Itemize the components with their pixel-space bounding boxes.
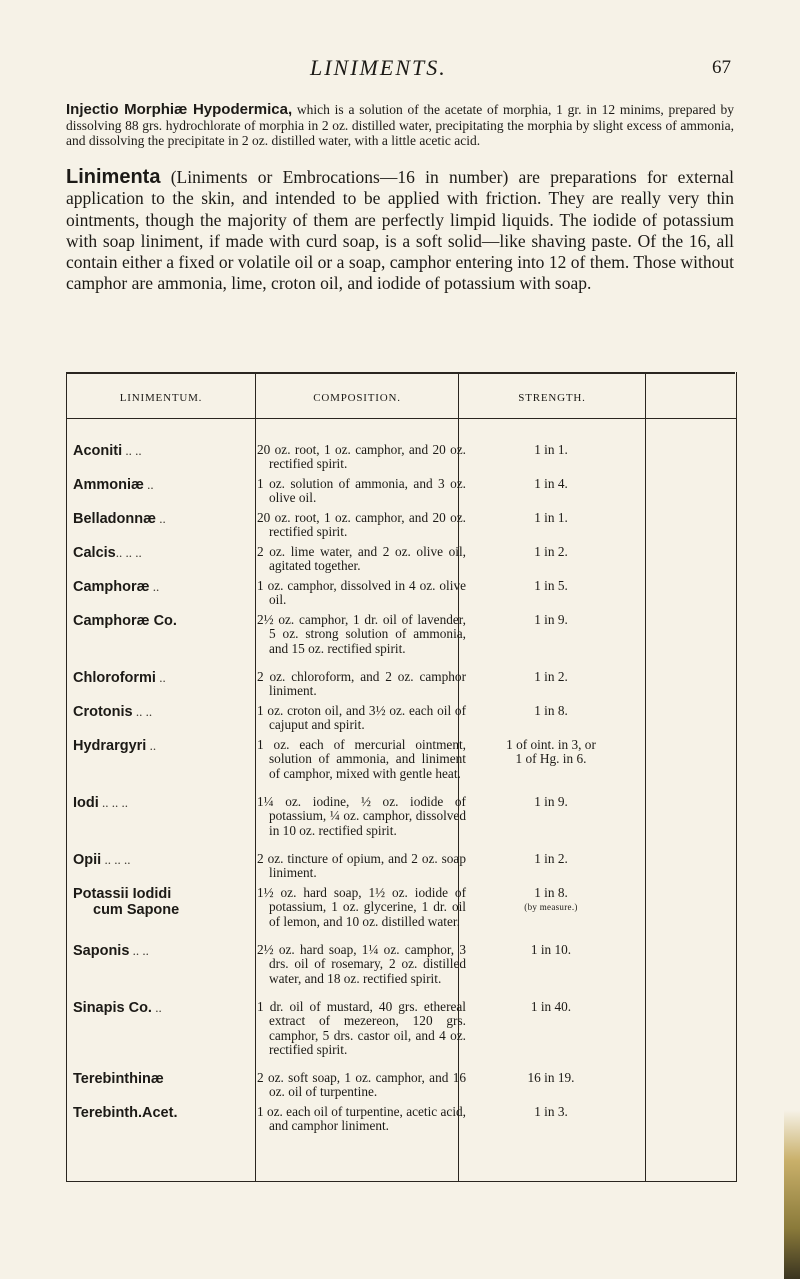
strength-text: 1 in 4.	[534, 476, 568, 491]
liniment-name-text: Belladonnæ	[73, 511, 156, 527]
table-top-rule	[66, 372, 735, 374]
strength-cell	[460, 511, 642, 525]
strength-text: 1 in 2.	[534, 851, 568, 866]
liniment-name-text: Chloroformi	[73, 670, 156, 686]
strength-note: 1 of Hg. in 6.	[515, 751, 587, 767]
composition-text: 1 oz. each oil of turpentine, acetic acid, and camphor liniment.	[257, 1104, 466, 1134]
liniment-name	[73, 1000, 255, 1016]
strength-text: 1 in 1.	[534, 510, 568, 525]
leader-dots: ..	[146, 738, 157, 753]
liniment-name	[73, 670, 255, 686]
leader-dots: .. ..	[122, 443, 142, 458]
strength-text: 1 in 10.	[530, 942, 572, 957]
liniment-name	[73, 579, 255, 595]
strength-cell	[460, 545, 642, 559]
strength-text: 1 in 1.	[534, 442, 568, 457]
liniments-table	[66, 372, 737, 1182]
liniment-name-text: Camphoræ	[73, 579, 150, 595]
liniment-name-text: Terebinth.Acet.	[73, 1105, 178, 1121]
composition-text: 2 oz. tincture of opium, and 2 oz. soap liniment.	[257, 851, 466, 881]
liniment-name	[73, 613, 255, 629]
column-header-composition: COMPOSITION.	[313, 392, 401, 404]
liniment-name-text: Saponis	[73, 943, 130, 959]
strength-cell	[460, 579, 642, 593]
strength-text: 1 in 40.	[530, 999, 572, 1014]
header-rule	[67, 418, 736, 419]
liniment-name	[73, 443, 255, 459]
strength-cell	[460, 670, 642, 684]
liniment-name-text: Terebinthinæ	[73, 1071, 164, 1087]
liniment-name-text: Crotonis	[73, 704, 133, 720]
leader-dots: .. .. ..	[115, 545, 142, 560]
strength-text: 1 in 9.	[534, 612, 568, 627]
strength-cell	[460, 852, 642, 866]
composition-text: 2 oz. chloroform, and 2 oz. camphor liniment.	[257, 669, 466, 699]
composition-text: 2½ oz. camphor, 1 dr. oil of lavender, 5 oz. strong solution of ammonia, and 15 oz. rectified spirit.	[257, 612, 466, 656]
strength-text: 1 in 3.	[534, 1104, 568, 1119]
running-header	[0, 55, 800, 83]
strength-cell	[460, 704, 642, 718]
leader-dots: ..	[155, 670, 166, 685]
strength-cell	[460, 443, 642, 457]
composition-text: 2½ oz. hard soap, 1¼ oz. camphor, 3 drs. oil of rosemary, 2 oz. distilled water, and 18 oz. rectified spirit.	[257, 942, 466, 986]
leader-dots: .. .. ..	[98, 795, 129, 810]
strength-cell	[460, 1105, 642, 1119]
liniment-name	[73, 943, 255, 959]
column-divider	[645, 372, 646, 1181]
linimenta-paragraph	[66, 167, 734, 295]
composition-text: 1 dr. oil of mustard, 40 grs. ethereal extract of mezereon, 120 grs. camphor, 5 drs. castor oil, and 4 oz. rectified spirit.	[257, 999, 466, 1057]
linimenta-heading: Linimenta	[66, 166, 161, 188]
liniment-name	[73, 545, 255, 561]
injectio-morphiae-entry	[66, 102, 734, 149]
strength-cell	[460, 1071, 642, 1085]
leader-dots: ..	[155, 511, 166, 526]
strength-cell	[460, 943, 642, 957]
leader-dots: ..	[151, 1000, 162, 1015]
strength-text: 1 in 9.	[534, 794, 568, 809]
liniment-name-text: Ammoniæ	[73, 477, 144, 493]
strength-text: 16 in 19.	[527, 1070, 575, 1085]
liniment-name-text: Calcis	[73, 545, 116, 561]
leader-dots: .. ..	[129, 943, 149, 958]
column-header-strength: STRENGTH.	[518, 392, 586, 404]
liniment-name-text: Opii	[73, 852, 102, 868]
liniment-name-text: Sinapis Co.	[73, 1000, 152, 1016]
liniment-name	[73, 704, 255, 720]
composition-text: 1 oz. solution of ammonia, and 3 oz. olive oil.	[257, 476, 466, 506]
liniment-name	[73, 795, 255, 811]
liniment-name	[73, 1071, 255, 1087]
composition-text: 1½ oz. hard soap, 1½ oz. iodide of potassium, 1 oz. glycerine, 1 dr. oil of lemon, and 10 oz. distilled water.	[257, 885, 466, 929]
leader-dots: .. ..	[132, 704, 153, 719]
strength-text: 1 in 2.	[534, 669, 568, 684]
liniment-name-text: Camphoræ Co.	[73, 613, 177, 629]
leader-dots: ..	[149, 579, 160, 594]
liniment-name	[73, 886, 255, 918]
liniment-name-text: Hydrargyri	[73, 738, 147, 754]
page-number: 67	[712, 57, 731, 78]
composition-text: 1¼ oz. iodine, ½ oz. iodide of potassium, ¼ oz. camphor, dissolved in 10 oz. rectified spirit.	[257, 794, 466, 838]
strength-cell	[460, 1000, 642, 1014]
composition-text: 1 oz. croton oil, and 3½ oz. each oil of cajuput and spirit.	[257, 703, 466, 733]
leader-dots: ..	[143, 477, 154, 492]
strength-text: 1 in 8.	[534, 885, 568, 900]
strength-text: 1 in 8.	[534, 703, 568, 718]
composition-text: 2 oz. lime water, and 2 oz. olive oil, agitated together.	[257, 544, 466, 574]
composition-text: 20 oz. root, 1 oz. camphor, and 20 oz. rectified spirit.	[257, 510, 466, 540]
liniment-name	[73, 852, 255, 868]
strength-note: (by measure.)	[524, 902, 578, 913]
column-header-linimentum: LINIMENTUM.	[119, 392, 203, 404]
composition-text: 1 oz. each of mercurial ointment, solution of ammonia, and liniment of camphor, mixed with gentle heat.	[257, 737, 466, 781]
strength-cell	[460, 477, 642, 491]
composition-text: 1 oz. camphor, dissolved in 4 oz. olive oil.	[257, 578, 466, 608]
column-divider	[255, 372, 256, 1181]
liniment-name-text: Aconiti	[73, 443, 123, 459]
liniment-name-continuation: cum Sapone	[93, 902, 180, 918]
leader-dots: .. .. ..	[101, 852, 131, 867]
strength-text: 1 in 2.	[534, 544, 568, 559]
liniment-name-text: Iodi	[73, 795, 99, 811]
liniment-name	[73, 511, 255, 527]
injectio-morphiae-text: which is a solution of the acetate of morphia, 1 gr. in 12 minims, prepared by dissolving 88 grs. hydrochlorate of morphia in 2 oz. distilled water, precipitating the morphia by slight excess of ammonia, and dissolving the precipitate in 2 oz. distilled water, with a little acetic acid.	[66, 102, 734, 148]
strength-text: 1 of oint. in 3, or	[506, 737, 596, 752]
running-title: LINIMENTS.	[310, 55, 447, 80]
liniment-name	[73, 738, 255, 754]
liniment-name	[73, 1105, 255, 1121]
strength-cell	[460, 795, 642, 809]
composition-text: 20 oz. root, 1 oz. camphor, and 20 oz. rectified spirit.	[257, 442, 466, 472]
strength-cell	[460, 613, 642, 627]
strength-text: 1 in 5.	[534, 578, 568, 593]
composition-text: 2 oz. soft soap, 1 oz. camphor, and 16 oz. oil of turpentine.	[257, 1070, 466, 1100]
strength-cell	[460, 886, 642, 915]
liniment-name-text: Potassii Iodidi	[73, 886, 172, 902]
injectio-morphiae-heading: Injectio Morphiæ Hypodermica,	[66, 101, 293, 118]
strength-cell	[460, 738, 642, 767]
linimenta-text: (Liniments or Embrocations—16 in number) are preparations for external application to the skin, and intended to be applied with friction. They are really very thin ointments, though the majority of them are perfectly limpid liquids. The iodide of potassium with soap liniment, if made with curd soap, is a soft solid—like shaving paste. Of the 16, all contain either a fixed or volatile oil or a soap, camphor entering into 12 of them. Those without camphor are ammonia, lime, croton oil, and iodide of potassium with soap.	[66, 167, 734, 294]
page-edge-stain	[784, 1110, 800, 1279]
liniment-name	[73, 477, 255, 493]
